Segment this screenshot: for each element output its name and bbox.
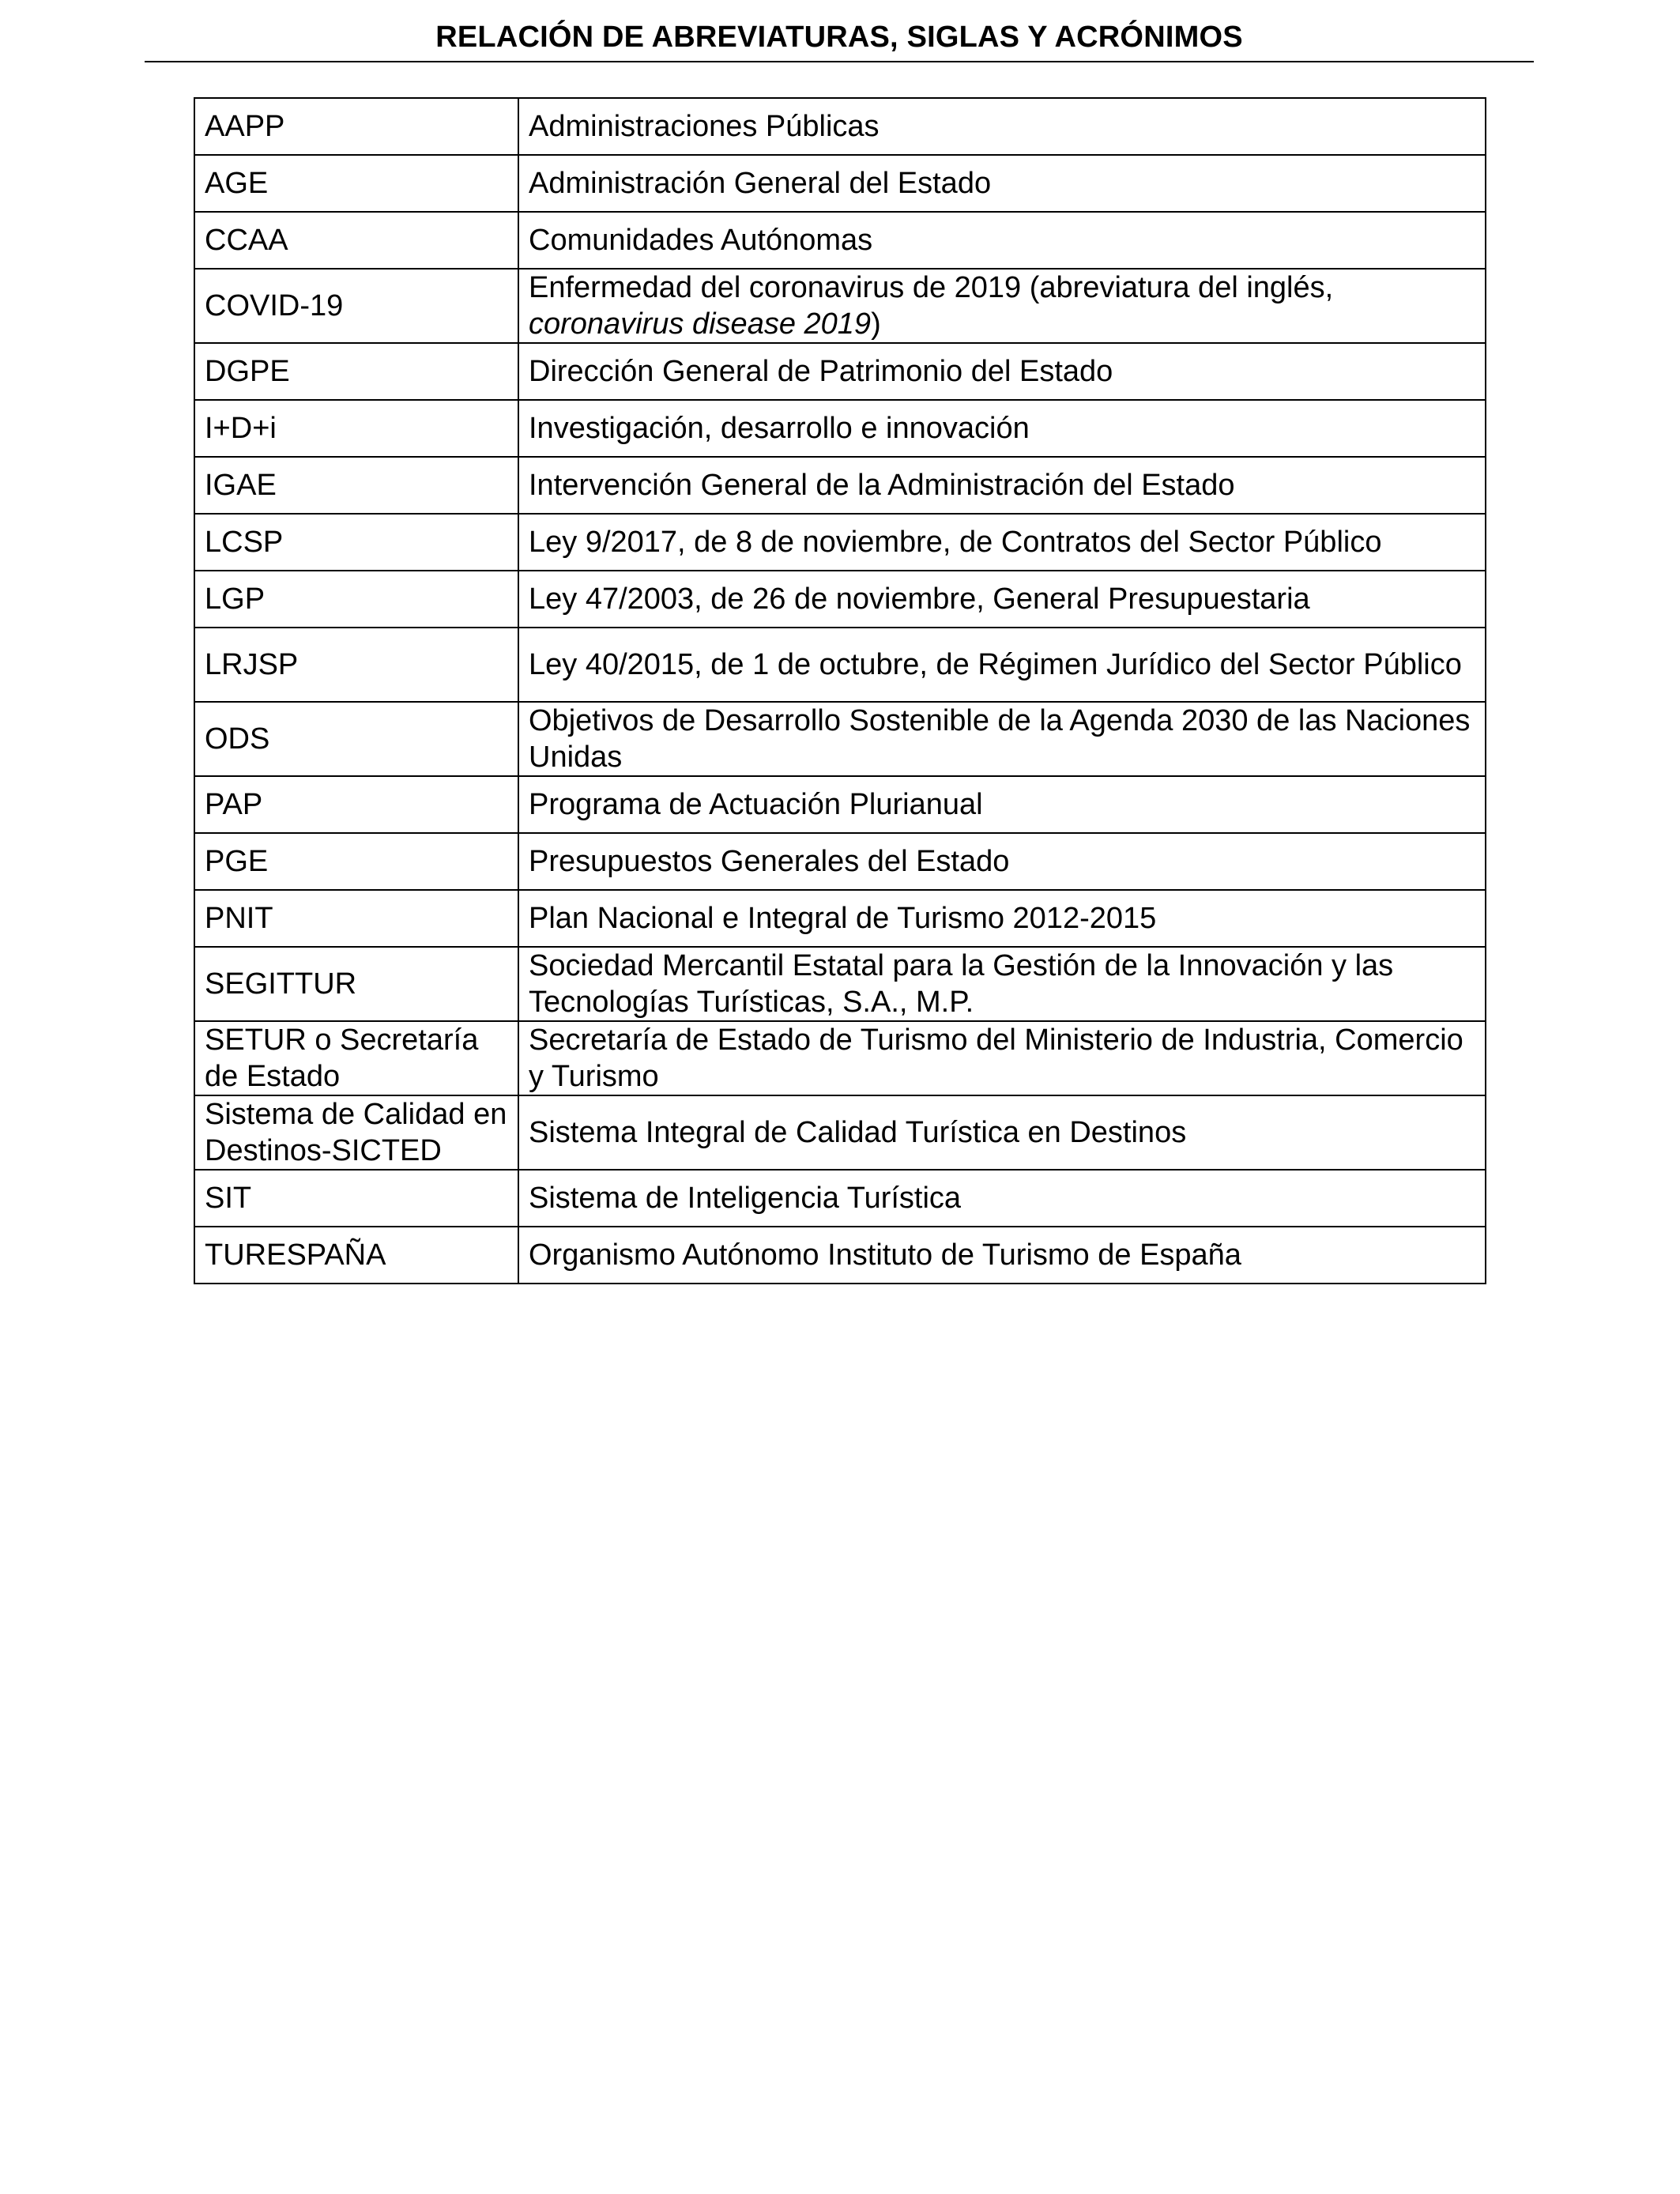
table-row (194, 947, 1486, 1021)
abbr-definition: Comunidades Autónomas (529, 224, 873, 257)
definition-cell (518, 1170, 1486, 1227)
abbr-cell (194, 947, 518, 1021)
table-row (194, 1095, 1486, 1170)
definition-cell (518, 776, 1486, 833)
abbr-term: CCAA (205, 224, 288, 257)
abbr-cell (194, 1170, 518, 1227)
abbr-cell (194, 400, 518, 457)
abbr-term: LCSP (205, 526, 284, 559)
table-row (194, 400, 1486, 457)
definition-cell (518, 1095, 1486, 1170)
abbr-definition: Intervención General de la Administración del Estado (529, 469, 1235, 502)
abbr-definition: Sistema de Inteligencia Turística (529, 1182, 962, 1215)
abbr-term: AAPP (205, 110, 285, 143)
table-row (194, 776, 1486, 833)
abbr-definition: Dirección General de Patrimonio del Estado (529, 355, 1113, 388)
abbr-definition: Sociedad Mercantil Estatal para la Gestión de la Innovación y las Tecnologías Turísticas, S.A., M.P. (529, 949, 1394, 1019)
definition-cell (518, 890, 1486, 947)
abbr-definition: Plan Nacional e Integral de Turismo 2012-2015 (529, 902, 1157, 935)
table-row (194, 98, 1486, 155)
abbr-term: SETUR o Secretaría de Estado (205, 1023, 479, 1093)
abbr-cell (194, 155, 518, 212)
definition-cell (518, 1227, 1486, 1284)
abbr-cell (194, 343, 518, 400)
abbr-cell (194, 98, 518, 155)
abbr-cell (194, 628, 518, 702)
definition-cell (518, 833, 1486, 890)
page-title: RELACIÓN DE ABREVIATURAS, SIGLAS Y ACRÓNIMOS (435, 21, 1243, 54)
table-row (194, 833, 1486, 890)
abbr-term: SEGITTUR (205, 967, 357, 1001)
table-row (194, 628, 1486, 702)
definition-text-suffix: ) (871, 307, 881, 341)
table-row (194, 155, 1486, 212)
abbr-definition: Administraciones Públicas (529, 110, 880, 143)
abbr-term: ODS (205, 722, 270, 756)
abbr-cell (194, 269, 518, 343)
definition-cell (518, 947, 1486, 1021)
definition-cell (518, 514, 1486, 571)
abbreviations-table (194, 97, 1486, 1284)
table-row (194, 343, 1486, 400)
abbr-definition: Presupuestos Generales del Estado (529, 845, 1010, 878)
definition-cell (518, 212, 1486, 269)
definition-cell (518, 98, 1486, 155)
definition-cell (518, 343, 1486, 400)
title-divider (145, 61, 1534, 62)
abbr-definition: Ley 40/2015, de 1 de octubre, de Régimen Jurídico del Sector Público (529, 648, 1462, 681)
definition-text: Enfermedad del coronavirus de 2019 (abreviatura del inglés, (529, 271, 1334, 304)
abbr-term: PNIT (205, 902, 273, 935)
abbr-cell (194, 776, 518, 833)
abbr-term: DGPE (205, 355, 290, 388)
abbr-definition: Sistema Integral de Calidad Turística en Destinos (529, 1116, 1187, 1149)
abbr-cell (194, 457, 518, 514)
definition-cell (518, 1021, 1486, 1095)
abbr-term: PAP (205, 788, 263, 821)
abbr-definition: Objetivos de Desarrollo Sostenible de la Agenda 2030 de las Naciones Unidas (529, 704, 1471, 774)
abbr-term: TURESPAÑA (205, 1238, 386, 1272)
table-row (194, 1227, 1486, 1284)
table-row (194, 1170, 1486, 1227)
abbr-term: LGP (205, 582, 266, 616)
table-row (194, 514, 1486, 571)
abbr-cell (194, 702, 518, 776)
definition-cell (518, 269, 1486, 343)
table-row (194, 571, 1486, 628)
abbr-cell (194, 571, 518, 628)
abbr-definition: Ley 47/2003, de 26 de noviembre, General Presupuestaria (529, 582, 1310, 616)
abbr-term: AGE (205, 167, 269, 200)
table-row (194, 212, 1486, 269)
abbr-definition: Investigación, desarrollo e innovación (529, 412, 1030, 445)
abbr-term: LRJSP (205, 648, 299, 681)
abbr-cell (194, 1021, 518, 1095)
definition-cell (518, 702, 1486, 776)
abbr-definition: Administración General del Estado (529, 167, 992, 200)
abbr-definition: Organismo Autónomo Instituto de Turismo de España (529, 1238, 1241, 1272)
abbr-cell (194, 514, 518, 571)
abbr-term: I+D+i (205, 412, 277, 445)
abbr-term: COVID-19 (205, 289, 344, 322)
abbr-definition: Ley 9/2017, de 8 de noviembre, de Contratos del Sector Público (529, 526, 1382, 559)
table-row (194, 1021, 1486, 1095)
table-row (194, 269, 1486, 343)
abbr-definition (529, 270, 1475, 342)
definition-cell (518, 628, 1486, 702)
abbr-cell (194, 1095, 518, 1170)
abbr-cell (194, 1227, 518, 1284)
abbr-term: IGAE (205, 469, 277, 502)
abbr-term: SIT (205, 1182, 252, 1215)
definition-cell (518, 571, 1486, 628)
definition-italic-text: coronavirus disease 2019 (529, 307, 872, 341)
abbr-definition: Programa de Actuación Plurianual (529, 788, 983, 821)
definition-cell (518, 457, 1486, 514)
table-row (194, 890, 1486, 947)
abbr-cell (194, 833, 518, 890)
abbr-definition: Secretaría de Estado de Turismo del Ministerio de Industria, Comercio y Turismo (529, 1023, 1463, 1093)
abbr-cell (194, 212, 518, 269)
abbr-term: Sistema de Calidad en Destinos-SICTED (205, 1098, 507, 1167)
definition-cell (518, 400, 1486, 457)
abbr-term: PGE (205, 845, 269, 878)
abbr-cell (194, 890, 518, 947)
table-row (194, 702, 1486, 776)
definition-cell (518, 155, 1486, 212)
table-row (194, 457, 1486, 514)
